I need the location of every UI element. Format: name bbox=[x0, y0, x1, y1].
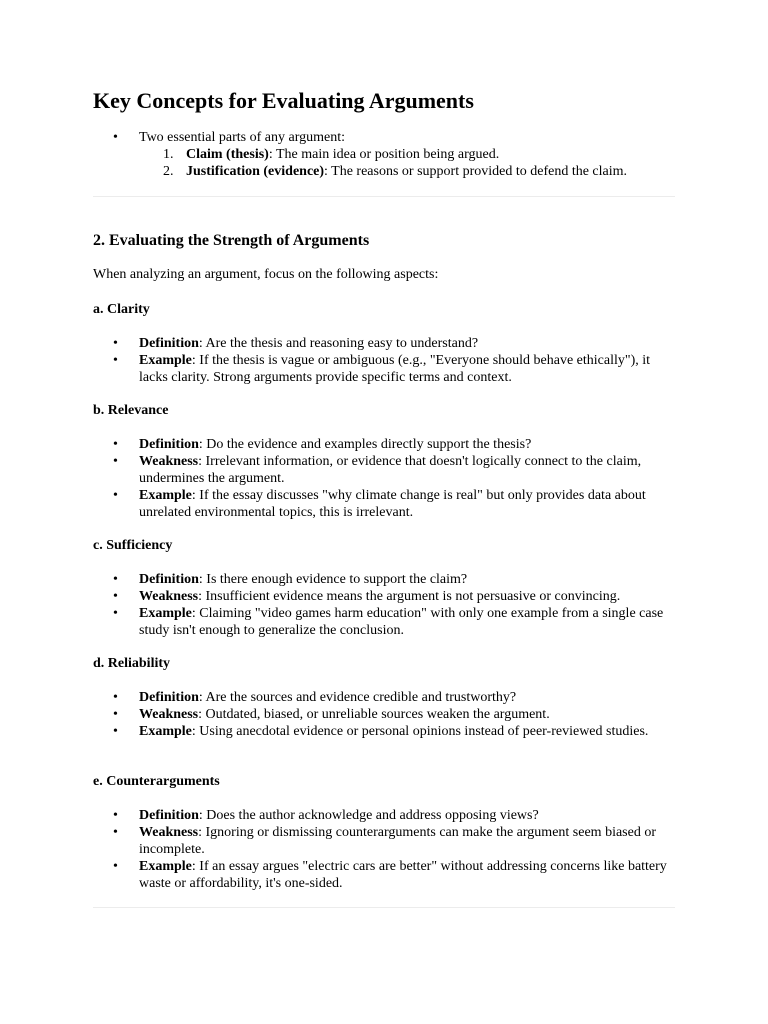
bullet-icon: • bbox=[113, 724, 118, 739]
subsection-heading: a. Clarity bbox=[93, 302, 150, 317]
list-item bbox=[93, 824, 675, 858]
bullet-icon: • bbox=[113, 707, 118, 722]
bullet-icon: • bbox=[113, 454, 118, 469]
intro-block bbox=[93, 129, 675, 180]
item-text: : Using anecdotal evidence or personal opinions instead of peer-reviewed studies. bbox=[191, 724, 649, 739]
list-number: 2. bbox=[163, 164, 174, 179]
section-lead: When analyzing an argument, focus on the following aspects: bbox=[93, 267, 439, 282]
item-term: Weakness bbox=[139, 825, 199, 840]
bullet-icon: • bbox=[113, 572, 118, 587]
item-text: : Is there enough evidence to support the claim? bbox=[198, 572, 468, 587]
subsection-reliability bbox=[93, 655, 675, 740]
bullet-icon: • bbox=[113, 488, 118, 503]
divider bbox=[93, 907, 675, 908]
list-item bbox=[93, 807, 675, 824]
item-text: : Ignoring or dismissing counterarguments can make the argument seem biased or incomplete. bbox=[139, 825, 656, 857]
item-term: Claim (thesis) bbox=[186, 147, 269, 162]
intro-bullet-text: Two essential parts of any argument: bbox=[139, 130, 345, 145]
item-text: : Outdated, biased, or unreliable sources weaken the argument. bbox=[198, 707, 550, 722]
item-list bbox=[93, 571, 675, 639]
bullet-icon: • bbox=[113, 130, 118, 145]
list-item bbox=[93, 588, 675, 605]
item-term: Weakness bbox=[139, 589, 199, 604]
list-item bbox=[93, 571, 675, 588]
list-item bbox=[93, 352, 675, 386]
item-term: Definition bbox=[139, 336, 199, 351]
item-list bbox=[93, 807, 675, 892]
subsection-heading: d. Reliability bbox=[93, 656, 171, 671]
list-item bbox=[93, 436, 675, 453]
list-item bbox=[93, 487, 675, 521]
item-term: Definition bbox=[139, 690, 199, 705]
list-item bbox=[93, 163, 675, 180]
bullet-icon: • bbox=[113, 437, 118, 452]
item-term: Justification (evidence) bbox=[186, 164, 325, 179]
subsection-relevance bbox=[93, 402, 675, 521]
item-text: : If the essay discusses "why climate change is real" but only provides data about unrelated environmental topics, this is irrelevant. bbox=[139, 488, 646, 520]
subsection-heading: b. Relevance bbox=[93, 403, 169, 418]
item-text: : The main idea or position being argued. bbox=[268, 147, 500, 162]
subsection-heading: c. Sufficiency bbox=[93, 538, 173, 553]
item-list bbox=[93, 436, 675, 521]
bullet-icon: • bbox=[113, 859, 118, 874]
list-number: 1. bbox=[163, 147, 174, 162]
item-term: Definition bbox=[139, 437, 199, 452]
item-term: Example bbox=[139, 606, 192, 621]
list-item bbox=[93, 453, 675, 487]
item-term: Weakness bbox=[139, 707, 199, 722]
subsection-sufficiency bbox=[93, 537, 675, 639]
item-text: : If an essay argues "electric cars are better" without addressing concerns like battery waste or affordability, it's one-sided. bbox=[139, 859, 667, 891]
item-text: : Are the sources and evidence credible and trustworthy? bbox=[198, 690, 517, 705]
item-list bbox=[93, 689, 675, 740]
item-text: : Do the evidence and examples directly support the thesis? bbox=[198, 437, 532, 452]
item-text: : Claiming "video games harm education" with only one example from a single case study isn't enough to generalize the conclusion. bbox=[139, 606, 664, 638]
list-item bbox=[93, 605, 675, 639]
item-term: Example bbox=[139, 488, 192, 503]
item-term: Definition bbox=[139, 808, 199, 823]
section-heading: 2. Evaluating the Strength of Arguments bbox=[93, 232, 370, 249]
item-text: : The reasons or support provided to defend the claim. bbox=[324, 164, 628, 179]
item-text: : Irrelevant information, or evidence that doesn't logically connect to the claim, undermines the argument. bbox=[139, 454, 642, 486]
item-term: Weakness bbox=[139, 454, 199, 469]
list-item bbox=[93, 689, 675, 706]
bullet-icon: • bbox=[113, 336, 118, 351]
subsection-counterarguments bbox=[93, 773, 675, 892]
item-term: Example bbox=[139, 353, 192, 368]
item-list bbox=[93, 335, 675, 386]
item-text: : Insufficient evidence means the argument is not persuasive or convincing. bbox=[198, 589, 621, 604]
list-item bbox=[93, 146, 675, 163]
document-title: Key Concepts for Evaluating Arguments bbox=[93, 88, 474, 113]
item-text: : Does the author acknowledge and address opposing views? bbox=[198, 808, 539, 823]
list-item bbox=[93, 129, 675, 146]
bullet-icon: • bbox=[113, 606, 118, 621]
item-text: : If the thesis is vague or ambiguous (e.g., "Everyone should behave ethically"), it lacks clarity. Strong arguments provide specific terms and context. bbox=[139, 353, 651, 385]
subsection-heading: e. Counterarguments bbox=[93, 774, 220, 789]
bullet-icon: • bbox=[113, 808, 118, 823]
list-item bbox=[93, 858, 675, 892]
bullet-icon: • bbox=[113, 353, 118, 368]
item-term: Example bbox=[139, 859, 192, 874]
bullet-icon: • bbox=[113, 825, 118, 840]
list-item bbox=[93, 723, 675, 740]
item-term: Definition bbox=[139, 572, 199, 587]
parts-list bbox=[93, 146, 675, 180]
intro-list bbox=[93, 129, 675, 146]
list-item bbox=[93, 706, 675, 723]
list-item bbox=[93, 335, 675, 352]
bullet-icon: • bbox=[113, 589, 118, 604]
item-term: Example bbox=[139, 724, 192, 739]
item-text: : Are the thesis and reasoning easy to understand? bbox=[198, 336, 479, 351]
bullet-icon: • bbox=[113, 690, 118, 705]
subsection-clarity bbox=[93, 301, 675, 386]
divider bbox=[93, 196, 675, 197]
